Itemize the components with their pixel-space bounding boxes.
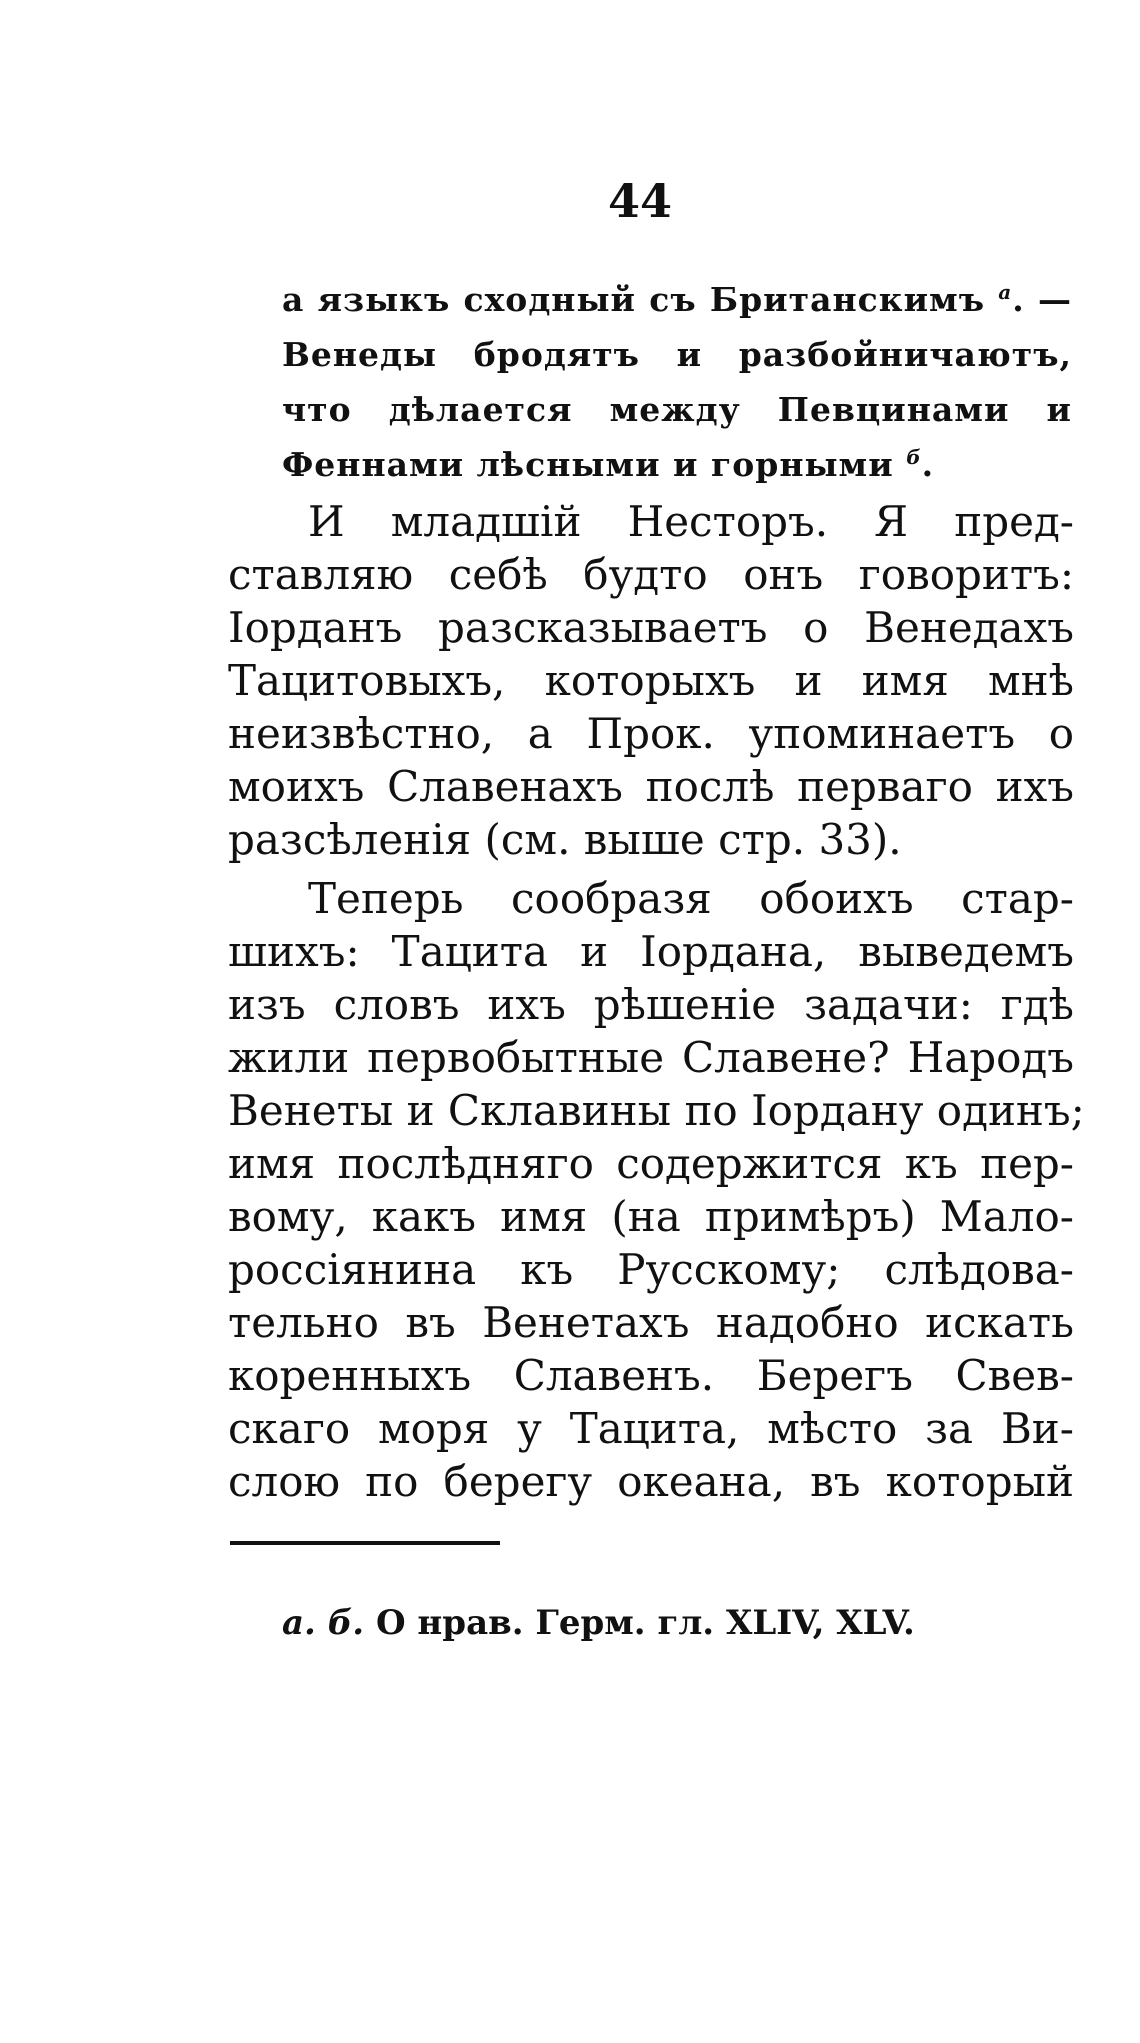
text-line: Венеты и Склавины по Іордану одинъ; — [228, 1086, 1085, 1135]
text-line: шихъ: Тацита и Іордана, выведемъ — [228, 927, 1074, 976]
text-line: коренныхъ Славенъ. Берегъ Свев- — [228, 1351, 1074, 1400]
text-line: разсѣленія (см. выше стр. 33). — [228, 815, 902, 864]
quote-line: что дѣлается между Певцинами и — [282, 390, 1072, 429]
text-line: неизвѣстно, а Прок. упоминаетъ о — [228, 709, 1074, 758]
text-line: Тацитовыхъ, которыхъ и имя мнѣ — [228, 656, 1074, 705]
text-line: имя послѣдняго содержится къ пер- — [228, 1139, 1074, 1188]
quote-line: Венеды бродятъ и разбойничаютъ, — [282, 335, 1072, 374]
paragraph — [228, 872, 1085, 1508]
footnote-marker: б — [906, 445, 922, 469]
footnote — [282, 1603, 915, 1644]
quote-line: Феннами лѣсными и горными $^б$. — [282, 445, 935, 484]
text-line: Іорданъ разсказываетъ о Венедахъ — [228, 603, 1074, 652]
text-line: ставляю себѣ будто онъ говоритъ: — [228, 550, 1074, 599]
text-line: слою по берегу океана, въ который — [228, 1457, 1074, 1506]
page-number: 44 — [607, 174, 672, 228]
text-line: россіянина къ Русскому; слѣдова- — [228, 1245, 1074, 1294]
footnote-divider — [230, 1541, 500, 1545]
footnote-text: О нрав. Герм. гл. XLIV, XLV. — [375, 1603, 915, 1643]
footnote-marker: а — [998, 280, 1013, 304]
quoted-text-block — [282, 272, 1072, 492]
paragraph — [228, 495, 1074, 866]
body-text — [228, 495, 1085, 1508]
text-line: И младшій Несторъ. Я пред- — [308, 497, 1074, 546]
footnote-marks: а. б. — [282, 1603, 365, 1643]
text-line: скаго моря у Тацита, мѣсто за Ви- — [228, 1404, 1074, 1453]
quote-line: а языкъ сходный съ Британскимъ $^а$. — — [282, 280, 1072, 319]
text-line: Теперь сообразя обоихъ стар- — [308, 874, 1074, 923]
text-line: моихъ Славенахъ послѣ перваго ихъ — [228, 762, 1074, 811]
text-line: жили первобытные Славене? Народъ — [228, 1033, 1074, 1082]
text-line: изъ словъ ихъ рѣшеніе задачи: гдѣ — [228, 980, 1074, 1029]
text-line: тельно въ Венетахъ надобно искать — [228, 1298, 1074, 1347]
text-line: вому, какъ имя (на примѣръ) Мало- — [228, 1192, 1074, 1241]
